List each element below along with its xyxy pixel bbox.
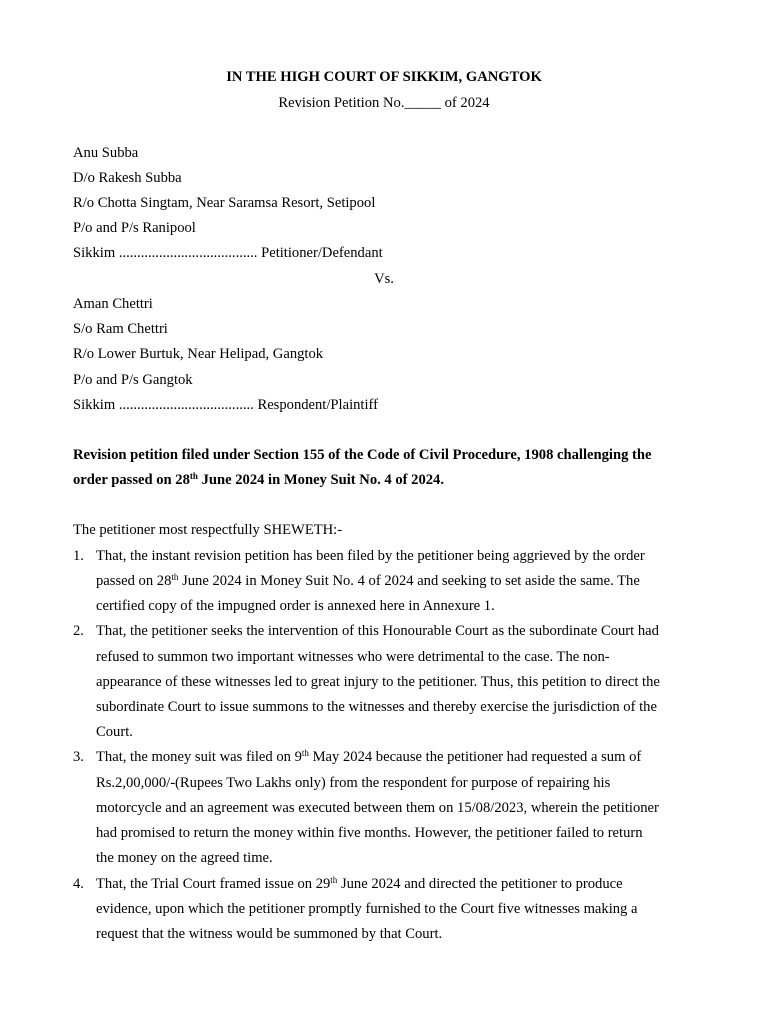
subject-text-b: June 2024 in Money Suit No. 4 of 2024. [197, 472, 445, 488]
respondent-residence: R/o Lower Burtuk, Near Helipad, Gangtok [73, 346, 324, 362]
respondent-role: Sikkim ..................................... Respondent/Plaintiff [73, 397, 378, 413]
paragraph-line: evidence, upon which the petitioner promptly furnished to the Court five witnesses making a [96, 901, 638, 917]
paragraph-line: refused to summon two important witnesses who were detrimental to the case. The non- [96, 649, 610, 665]
paragraph-text: June 2024 and directed the petitioner to produce [337, 876, 623, 892]
paragraph-line: appearance of these witnesses led to great injury to the petitioner. Thus, this petition to direct the [96, 674, 660, 690]
paragraph-number: 2. [73, 623, 84, 639]
court-heading: IN THE HIGH COURT OF SIKKIM, GANGTOK [226, 69, 542, 85]
subject-text-a: order passed on 28 [73, 472, 190, 488]
respondent-parent: S/o Ram Chettri [73, 321, 168, 337]
paragraph-text: That, the money suit was filed on 9 [96, 749, 302, 765]
paragraph-line: motorcycle and an agreement was executed between them on 15/08/2023, wherein the petitioner [96, 800, 659, 816]
paragraph-line: the money on the agreed time. [96, 850, 273, 866]
paragraph-number: 4. [73, 876, 84, 892]
paragraph-text: passed on 28 [96, 573, 172, 589]
petitioner-name: Anu Subba [73, 145, 139, 161]
petitioner-residence: R/o Chotta Singtam, Near Saramsa Resort, Setipool [73, 195, 376, 211]
paragraph-line: subordinate Court to issue summons to the witnesses and thereby exercise the jurisdiction of the [96, 699, 657, 715]
paragraph-line [96, 748, 641, 766]
petitioner-post: P/o and P/s Ranipool [73, 220, 196, 236]
paragraph-number: 1. [73, 548, 84, 564]
paragraph-line: had promised to return the money within five months. However, the petitioner failed to return [96, 825, 643, 841]
paragraph-line: Court. [96, 724, 133, 740]
paragraph-text: May 2024 because the petitioner had requested a sum of [308, 749, 642, 765]
ordinal-suffix: th [301, 748, 309, 758]
petition-number: Revision Petition No._____ of 2024 [278, 95, 490, 111]
paragraph-line [96, 572, 640, 590]
paragraph-line: That, the instant revision petition has been filed by the petitioner being aggrieved by the order [96, 548, 645, 564]
subject-line-2 [73, 471, 444, 489]
paragraph-line: certified copy of the impugned order is annexed here in Annexure 1. [96, 598, 495, 614]
paragraph-line: Rs.2,00,000/-(Rupees Two Lakhs only) from the respondent for purpose of repairing his [96, 775, 611, 791]
subject-ordinal: th [189, 471, 198, 481]
respondent-name: Aman Chettri [73, 296, 153, 312]
paragraph-line [96, 875, 623, 893]
paragraph-line: request that the witness would be summoned by that Court. [96, 926, 443, 942]
ordinal-suffix: th [171, 572, 179, 582]
subject-line-1: Revision petition filed under Section 155 of the Code of Civil Procedure, 1908 challenging the [73, 447, 652, 463]
paragraph-text: That, the Trial Court framed issue on 29 [96, 876, 331, 892]
versus-label: Vs. [374, 271, 394, 287]
respondent-post: P/o and P/s Gangtok [73, 372, 193, 388]
paragraph-line: That, the petitioner seeks the intervention of this Honourable Court as the subordinate Court had [96, 623, 659, 639]
petitioner-parent: D/o Rakesh Subba [73, 170, 182, 186]
paragraph-text: June 2024 in Money Suit No. 4 of 2024 and seeking to set aside the same. The [178, 573, 640, 589]
petitioner-role: Sikkim ...................................... Petitioner/Defendant [73, 245, 383, 261]
intro-text: The petitioner most respectfully SHEWETH:- [73, 522, 343, 538]
paragraph-number: 3. [73, 749, 84, 765]
ordinal-suffix: th [330, 875, 338, 885]
